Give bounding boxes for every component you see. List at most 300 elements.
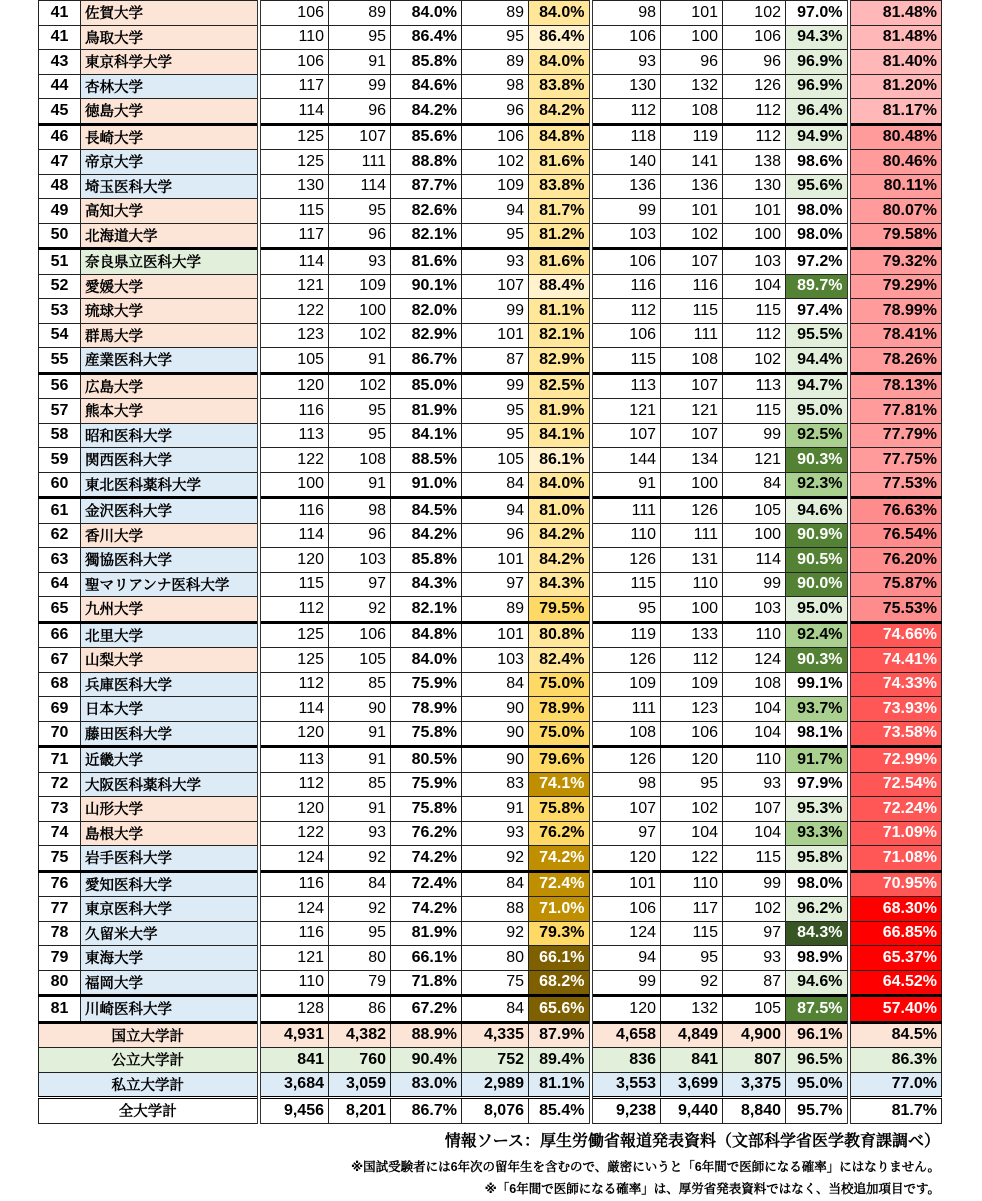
- count-1-cell: 103: [591, 223, 661, 249]
- six-year-rate-cell: 79.32%: [849, 249, 942, 275]
- count-2-cell: 111: [661, 323, 723, 348]
- pass-rate-3-cell: 93.7%: [786, 697, 849, 722]
- rank-cell: 65: [39, 597, 81, 623]
- count-2-cell: 100: [661, 25, 723, 50]
- passers-2-cell: 94: [462, 498, 529, 524]
- six-year-rate-cell: 77.75%: [849, 448, 942, 473]
- university-name-cell: 奈良県立医科大学: [81, 249, 259, 275]
- examinees-1-total-cell: 841: [259, 1048, 329, 1073]
- table-row: [39, 223, 942, 249]
- examinees-1-cell: 123: [259, 323, 329, 348]
- rank-cell: 41: [39, 1, 81, 26]
- count-3-cell: 84: [723, 472, 786, 498]
- count-1-cell: 120: [591, 996, 661, 1023]
- pass-rate-3-cell: 87.5%: [786, 996, 849, 1023]
- count-3-cell: 87: [723, 970, 786, 996]
- university-name-cell: 東海大学: [81, 946, 259, 971]
- pass-rate-1-cell: 86.4%: [391, 25, 462, 50]
- examinees-1-cell: 122: [259, 448, 329, 473]
- count-2-cell: 102: [661, 223, 723, 249]
- pass-rate-1-cell: 84.3%: [391, 572, 462, 597]
- passers-2-cell: 103: [462, 648, 529, 673]
- footer-notes: [351, 1128, 940, 1201]
- pass-rate-2-cell: 80.8%: [529, 622, 591, 648]
- passers-2-cell: 90: [462, 747, 529, 773]
- count-2-cell: 123: [661, 697, 723, 722]
- pass-rate-2-cell: 81.1%: [529, 299, 591, 324]
- rank-cell: 57: [39, 399, 81, 424]
- count-2-cell: 101: [661, 1, 723, 26]
- pass-rate-2-cell: 74.1%: [529, 772, 591, 797]
- passers-1-cell: 85: [329, 672, 391, 697]
- pass-rate-1-cell: 82.0%: [391, 299, 462, 324]
- passers-1-cell: 98: [329, 498, 391, 524]
- rank-cell: 77: [39, 897, 81, 922]
- pass-rate-3-cell: 89.7%: [786, 274, 849, 299]
- count-2-cell: 122: [661, 846, 723, 872]
- pass-rate-2-cell: 84.2%: [529, 548, 591, 573]
- pass-rate-2-cell: 81.9%: [529, 399, 591, 424]
- count-1-total-cell: 3,553: [591, 1072, 661, 1098]
- six-year-rate-cell: 77.81%: [849, 399, 942, 424]
- examinees-1-cell: 125: [259, 622, 329, 648]
- pass-rate-1-cell: 80.5%: [391, 747, 462, 773]
- count-2-cell: 141: [661, 150, 723, 175]
- table-row: [39, 299, 942, 324]
- count-1-cell: 136: [591, 174, 661, 199]
- count-3-cell: 99: [723, 572, 786, 597]
- count-1-cell: 111: [591, 498, 661, 524]
- pass-rate-1-cell: 81.9%: [391, 921, 462, 946]
- pass-rate-2-cell: 84.8%: [529, 124, 591, 150]
- table-row: [39, 821, 942, 846]
- count-3-cell: 112: [723, 99, 786, 125]
- passers-2-cell: 80: [462, 946, 529, 971]
- pass-rate-2-cell: 72.4%: [529, 871, 591, 897]
- table-row: [39, 472, 942, 498]
- passers-1-cell: 84: [329, 871, 391, 897]
- pass-rate-2-total-cell: 87.9%: [529, 1022, 591, 1048]
- six-year-rate-cell: 76.63%: [849, 498, 942, 524]
- examinees-1-cell: 120: [259, 373, 329, 399]
- six-year-rate-cell: 78.41%: [849, 323, 942, 348]
- university-name-cell: 福岡大学: [81, 970, 259, 996]
- count-3-cell: 126: [723, 74, 786, 99]
- six-year-rate-cell: 77.79%: [849, 423, 942, 448]
- count-2-cell: 134: [661, 448, 723, 473]
- count-3-cell: 104: [723, 721, 786, 747]
- table-row: [39, 523, 942, 548]
- university-name-cell: 関西医科大学: [81, 448, 259, 473]
- university-name-cell: 川崎医科大学: [81, 996, 259, 1023]
- six-year-rate-cell: 71.09%: [849, 821, 942, 846]
- passers-2-cell: 89: [462, 50, 529, 75]
- table-row: [39, 747, 942, 773]
- pass-rate-1-cell: 88.5%: [391, 448, 462, 473]
- pass-rate-2-cell: 83.8%: [529, 74, 591, 99]
- passers-2-cell: 87: [462, 348, 529, 374]
- rank-cell: 67: [39, 648, 81, 673]
- count-1-total-cell: 836: [591, 1048, 661, 1073]
- count-2-cell: 115: [661, 299, 723, 324]
- university-name-cell: 東京医科大学: [81, 897, 259, 922]
- passers-2-cell: 92: [462, 846, 529, 872]
- summary-row: [39, 1098, 942, 1124]
- table-row: [39, 50, 942, 75]
- pass-rate-2-cell: 75.0%: [529, 721, 591, 747]
- pass-rate-3-cell: 90.3%: [786, 448, 849, 473]
- count-2-cell: 116: [661, 274, 723, 299]
- passers-2-cell: 89: [462, 597, 529, 623]
- passers-1-cell: 79: [329, 970, 391, 996]
- pass-rate-2-cell: 84.0%: [529, 1, 591, 26]
- six-year-rate-cell: 74.66%: [849, 622, 942, 648]
- pass-rate-2-cell: 66.1%: [529, 946, 591, 971]
- table-row: [39, 772, 942, 797]
- passers-1-cell: 96: [329, 223, 391, 249]
- count-1-cell: 106: [591, 25, 661, 50]
- pass-rate-2-cell: 76.2%: [529, 821, 591, 846]
- university-name-cell: 愛知医科大学: [81, 871, 259, 897]
- six-year-rate-cell: 81.40%: [849, 50, 942, 75]
- pass-rate-1-cell: 76.2%: [391, 821, 462, 846]
- count-3-total-cell: 807: [723, 1048, 786, 1073]
- passers-1-cell: 107: [329, 124, 391, 150]
- table-row: [39, 572, 942, 597]
- university-name-cell: 熊本大学: [81, 399, 259, 424]
- passers-2-cell: 95: [462, 399, 529, 424]
- count-2-cell: 108: [661, 348, 723, 374]
- count-3-cell: 106: [723, 25, 786, 50]
- pass-rate-2-cell: 79.3%: [529, 921, 591, 946]
- table-row: [39, 199, 942, 224]
- passers-2-total-cell: 4,335: [462, 1022, 529, 1048]
- university-name-cell: 岩手医科大学: [81, 846, 259, 872]
- examinees-1-cell: 117: [259, 223, 329, 249]
- examinees-1-cell: 116: [259, 498, 329, 524]
- pass-rate-2-cell: 84.3%: [529, 572, 591, 597]
- rank-cell: 74: [39, 821, 81, 846]
- count-1-cell: 120: [591, 846, 661, 872]
- count-3-cell: 104: [723, 821, 786, 846]
- count-2-cell: 126: [661, 498, 723, 524]
- count-3-cell: 108: [723, 672, 786, 697]
- count-3-cell: 138: [723, 150, 786, 175]
- examinees-1-cell: 112: [259, 772, 329, 797]
- examinees-1-cell: 125: [259, 124, 329, 150]
- rank-cell: 68: [39, 672, 81, 697]
- university-name-cell: 昭和医科大学: [81, 423, 259, 448]
- passers-1-cell: 90: [329, 697, 391, 722]
- count-3-cell: 113: [723, 373, 786, 399]
- table-row: [39, 423, 942, 448]
- passers-1-cell: 99: [329, 74, 391, 99]
- pass-rate-2-cell: 84.2%: [529, 523, 591, 548]
- count-2-cell: 109: [661, 672, 723, 697]
- count-3-cell: 96: [723, 50, 786, 75]
- count-3-total-cell: 8,840: [723, 1098, 786, 1124]
- pass-rate-1-cell: 90.1%: [391, 274, 462, 299]
- count-3-total-cell: 3,375: [723, 1072, 786, 1098]
- count-3-cell: 102: [723, 1, 786, 26]
- count-3-cell: 102: [723, 348, 786, 374]
- examinees-1-cell: 112: [259, 672, 329, 697]
- count-3-cell: 105: [723, 498, 786, 524]
- pass-rate-1-cell: 84.0%: [391, 648, 462, 673]
- pass-rate-1-total-cell: 88.9%: [391, 1022, 462, 1048]
- university-name-cell: 島根大学: [81, 821, 259, 846]
- pass-rate-1-cell: 74.2%: [391, 897, 462, 922]
- rank-cell: 41: [39, 25, 81, 50]
- count-2-cell: 121: [661, 399, 723, 424]
- pass-rate-1-cell: 85.8%: [391, 548, 462, 573]
- passers-2-cell: 91: [462, 797, 529, 822]
- six-year-rate-cell: 76.20%: [849, 548, 942, 573]
- examinees-1-cell: 112: [259, 597, 329, 623]
- pass-rate-3-cell: 92.3%: [786, 472, 849, 498]
- pass-rate-2-cell: 84.0%: [529, 50, 591, 75]
- count-2-cell: 107: [661, 423, 723, 448]
- passers-1-cell: 91: [329, 747, 391, 773]
- pass-rate-3-cell: 98.0%: [786, 199, 849, 224]
- examinees-1-cell: 116: [259, 399, 329, 424]
- count-1-cell: 140: [591, 150, 661, 175]
- pass-rate-2-cell: 79.6%: [529, 747, 591, 773]
- count-3-cell: 104: [723, 697, 786, 722]
- rank-cell: 49: [39, 199, 81, 224]
- count-1-cell: 106: [591, 323, 661, 348]
- count-3-cell: 100: [723, 523, 786, 548]
- rank-cell: 47: [39, 150, 81, 175]
- rank-cell: 62: [39, 523, 81, 548]
- university-name-cell: 琉球大学: [81, 299, 259, 324]
- count-1-cell: 130: [591, 74, 661, 99]
- count-3-cell: 115: [723, 399, 786, 424]
- examinees-1-cell: 100: [259, 472, 329, 498]
- examinees-1-cell: 110: [259, 25, 329, 50]
- passers-2-cell: 101: [462, 548, 529, 573]
- passers-2-cell: 106: [462, 124, 529, 150]
- table-row: [39, 174, 942, 199]
- university-name-cell: 北里大学: [81, 622, 259, 648]
- count-3-cell: 103: [723, 249, 786, 275]
- table-row: [39, 622, 942, 648]
- pass-rate-3-cell: 95.6%: [786, 174, 849, 199]
- count-2-cell: 107: [661, 373, 723, 399]
- count-3-cell: 99: [723, 871, 786, 897]
- pass-rate-3-cell: 90.3%: [786, 648, 849, 673]
- count-1-cell: 98: [591, 772, 661, 797]
- pass-rate-2-cell: 81.6%: [529, 150, 591, 175]
- pass-rate-1-cell: 87.7%: [391, 174, 462, 199]
- passers-2-cell: 93: [462, 249, 529, 275]
- examinees-1-cell: 117: [259, 74, 329, 99]
- passers-1-cell: 91: [329, 721, 391, 747]
- pass-rate-1-cell: 82.6%: [391, 199, 462, 224]
- passers-2-cell: 93: [462, 821, 529, 846]
- pass-rate-2-cell: 68.2%: [529, 970, 591, 996]
- count-1-cell: 113: [591, 373, 661, 399]
- count-3-cell: 110: [723, 622, 786, 648]
- count-2-cell: 115: [661, 921, 723, 946]
- six-year-rate-cell: 66.85%: [849, 921, 942, 946]
- passers-2-cell: 88: [462, 897, 529, 922]
- count-2-cell: 132: [661, 996, 723, 1023]
- rank-cell: 63: [39, 548, 81, 573]
- examinees-1-cell: 121: [259, 274, 329, 299]
- source-note: 情報ソース：厚生労働省報道発表資料（文部科学省医学教育課調べ）: [444, 1133, 940, 1150]
- pass-rate-3-cell: 95.5%: [786, 323, 849, 348]
- count-2-cell: 110: [661, 572, 723, 597]
- pass-rate-1-cell: 81.9%: [391, 399, 462, 424]
- pass-rate-3-cell: 92.5%: [786, 423, 849, 448]
- pass-rate-1-cell: 71.8%: [391, 970, 462, 996]
- pass-rate-2-cell: 75.8%: [529, 797, 591, 822]
- university-name-cell: 帝京大学: [81, 150, 259, 175]
- pass-rate-2-cell: 71.0%: [529, 897, 591, 922]
- table-row: [39, 348, 942, 374]
- passers-1-cell: 96: [329, 99, 391, 125]
- passers-1-cell: 108: [329, 448, 391, 473]
- examinees-1-cell: 125: [259, 150, 329, 175]
- six-year-rate-cell: 72.54%: [849, 772, 942, 797]
- passers-1-cell: 92: [329, 846, 391, 872]
- passers-1-cell: 95: [329, 921, 391, 946]
- count-2-total-cell: 9,440: [661, 1098, 723, 1124]
- university-name-cell: 獨協医科大学: [81, 548, 259, 573]
- table-row: [39, 373, 942, 399]
- count-1-cell: 110: [591, 523, 661, 548]
- pass-rate-3-cell: 97.9%: [786, 772, 849, 797]
- count-2-cell: 133: [661, 622, 723, 648]
- university-name-cell: 山梨大学: [81, 648, 259, 673]
- six-year-rate-cell: 72.99%: [849, 747, 942, 773]
- pass-rate-3-cell: 90.9%: [786, 523, 849, 548]
- passers-1-total-cell: 3,059: [329, 1072, 391, 1098]
- six-year-rate-cell: 74.41%: [849, 648, 942, 673]
- count-2-total-cell: 3,699: [661, 1072, 723, 1098]
- table-row: [39, 323, 942, 348]
- count-1-cell: 126: [591, 648, 661, 673]
- passers-1-cell: 91: [329, 472, 391, 498]
- pass-rate-1-cell: 84.2%: [391, 523, 462, 548]
- pass-rate-3-cell: 94.3%: [786, 25, 849, 50]
- table-row: [39, 150, 942, 175]
- university-name-cell: 兵庫医科大学: [81, 672, 259, 697]
- rank-cell: 75: [39, 846, 81, 872]
- count-1-cell: 107: [591, 797, 661, 822]
- university-name-cell: 久留米大学: [81, 921, 259, 946]
- six-year-rate-cell: 80.07%: [849, 199, 942, 224]
- six-year-rate-cell: 73.58%: [849, 721, 942, 747]
- pass-rate-1-cell: 74.2%: [391, 846, 462, 872]
- rank-cell: 59: [39, 448, 81, 473]
- table-row: [39, 648, 942, 673]
- pass-rate-1-cell: 84.6%: [391, 74, 462, 99]
- rank-cell: 71: [39, 747, 81, 773]
- rank-cell: 79: [39, 946, 81, 971]
- count-3-cell: 115: [723, 299, 786, 324]
- rank-cell: 76: [39, 871, 81, 897]
- examinees-1-cell: 115: [259, 199, 329, 224]
- pass-rate-3-cell: 91.7%: [786, 747, 849, 773]
- pass-rate-3-cell: 97.4%: [786, 299, 849, 324]
- pass-rate-3-cell: 94.9%: [786, 124, 849, 150]
- passers-1-cell: 111: [329, 150, 391, 175]
- university-ranking-table-container: [38, 0, 941, 1124]
- summary-row: [39, 1072, 942, 1098]
- pass-rate-3-cell: 98.0%: [786, 223, 849, 249]
- passers-1-cell: 86: [329, 996, 391, 1023]
- pass-rate-2-cell: 78.9%: [529, 697, 591, 722]
- pass-rate-2-total-cell: 85.4%: [529, 1098, 591, 1124]
- examinees-1-cell: 114: [259, 99, 329, 125]
- count-2-cell: 107: [661, 249, 723, 275]
- pass-rate-1-cell: 85.0%: [391, 373, 462, 399]
- count-3-cell: 107: [723, 797, 786, 822]
- count-3-total-cell: 4,900: [723, 1022, 786, 1048]
- pass-rate-1-cell: 84.0%: [391, 1, 462, 26]
- passers-2-cell: 94: [462, 199, 529, 224]
- count-1-cell: 94: [591, 946, 661, 971]
- examinees-1-cell: 120: [259, 797, 329, 822]
- pass-rate-1-cell: 72.4%: [391, 871, 462, 897]
- six-year-rate-cell: 81.17%: [849, 99, 942, 125]
- pass-rate-3-cell: 99.1%: [786, 672, 849, 697]
- university-name-cell: 群馬大学: [81, 323, 259, 348]
- pass-rate-3-cell: 94.4%: [786, 348, 849, 374]
- count-1-cell: 97: [591, 821, 661, 846]
- count-1-cell: 121: [591, 399, 661, 424]
- rank-cell: 44: [39, 74, 81, 99]
- pass-rate-3-cell: 94.7%: [786, 373, 849, 399]
- passers-1-cell: 105: [329, 648, 391, 673]
- table-row: [39, 498, 942, 524]
- passers-2-cell: 102: [462, 150, 529, 175]
- count-3-cell: 115: [723, 846, 786, 872]
- passers-1-cell: 80: [329, 946, 391, 971]
- pass-rate-3-cell: 96.2%: [786, 897, 849, 922]
- rank-cell: 45: [39, 99, 81, 125]
- rank-cell: 78: [39, 921, 81, 946]
- pass-rate-3-cell: 84.3%: [786, 921, 849, 946]
- table-row: [39, 697, 942, 722]
- six-year-rate-cell: 75.53%: [849, 597, 942, 623]
- passers-1-cell: 96: [329, 523, 391, 548]
- passers-2-cell: 101: [462, 622, 529, 648]
- six-year-rate-cell: 74.33%: [849, 672, 942, 697]
- pass-rate-1-cell: 75.8%: [391, 797, 462, 822]
- pass-rate-3-cell: 95.0%: [786, 399, 849, 424]
- examinees-1-cell: 120: [259, 721, 329, 747]
- rank-cell: 51: [39, 249, 81, 275]
- count-1-cell: 106: [591, 249, 661, 275]
- passers-2-cell: 89: [462, 1, 529, 26]
- count-1-cell: 119: [591, 622, 661, 648]
- six-year-rate-cell: 80.11%: [849, 174, 942, 199]
- summary-row: [39, 1022, 942, 1048]
- six-year-rate-total-cell: 77.0%: [849, 1072, 942, 1098]
- passers-1-cell: 95: [329, 423, 391, 448]
- pass-rate-3-cell: 96.9%: [786, 74, 849, 99]
- table-row: [39, 99, 942, 125]
- passers-2-cell: 98: [462, 74, 529, 99]
- count-3-cell: 110: [723, 747, 786, 773]
- university-name-cell: 九州大学: [81, 597, 259, 623]
- count-2-cell: 120: [661, 747, 723, 773]
- table-row: [39, 548, 942, 573]
- examinees-1-cell: 124: [259, 897, 329, 922]
